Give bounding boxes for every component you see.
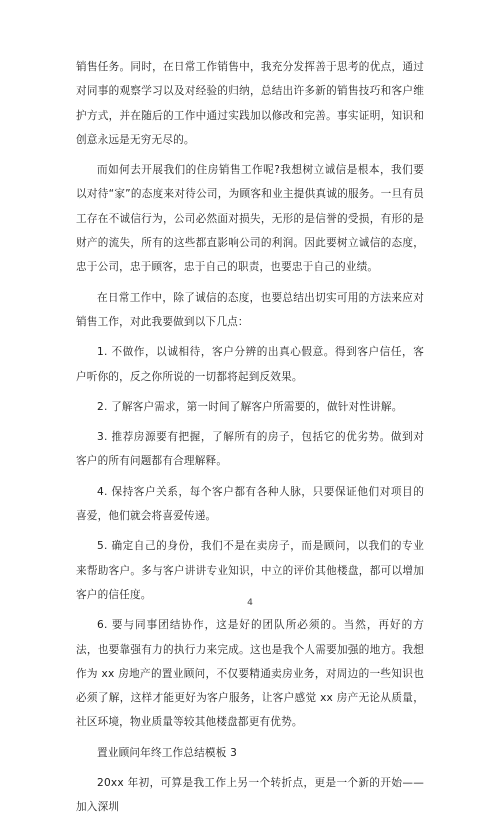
section-heading: 置业顾问年终工作总结模板 3: [97, 746, 238, 759]
paragraph-2: 而如何去开展我们的住房销售工作呢?我想树立诚信是根本，我们要以对待“家”的态度来对待公司，为顾客和业主提供真诚的服务。一旦有员工存在不诚信行为，公司必然面对损失，无形的是信誉的受损，有形的是财产的流失，所有的这些都直影响公司的利润。因此要树立诚信的态度，忠于公司，忠于顾客，忠于自己的职责，也要忠于自己的业绩。: [76, 164, 424, 274]
list-item-4: 4. 保持客户关系，每个客户都有各种人脉，只要保证他们对项目的喜爱，他们就会将喜爱传递。: [76, 485, 424, 523]
list-item-1: 1. 不做作，以诚相待，客户分辨的出真心假意。得到客户信任，客户听你的，反之你所说的一切都将起到反效果。: [76, 346, 424, 383]
list-item-5: 5. 确定自己的身份，我们不是在卖房子，而是顾问，以我们的专业来帮助客户。多与客户讲讲专业知识，中立的评价其他楼盘，都可以增加客户的信任度。: [76, 540, 424, 601]
paragraph-last: 20xx 年初，可算是我工作上另一个转折点，更是一个新的开始——加入深圳: [76, 777, 424, 814]
list-item-3: 3. 推荐房源要有把握，了解所有的房子，包括它的优劣势。做到对客户的所有问题都有合理解释。: [76, 431, 424, 468]
page-number: 4: [247, 598, 253, 608]
document-body: [76, 55, 424, 820]
paragraph-1: 销售任务。同时，在日常工作销售中，我充分发挥善于思考的优点，通过对同事的观察学习以及对经验的归纳，总结出许多新的销售技巧和客户维护方式，并在随后的工作中通过实践加以修改和完善。事实证明，知识和创意永远是无穷无尽的。: [76, 61, 424, 146]
paragraph-3: 在日常工作中，除了诚信的态度，也要总结出切实可用的方法来应对销售工作，对此我要做到以下几点：: [76, 291, 424, 328]
list-item-2: 2. 了解客户需求，第一时间了解客户所需要的，做针对性讲解。: [97, 400, 403, 413]
list-item-6: 6. 要与同事团结协作，这是好的团队所必须的。当然，再好的方法，也要靠强有力的执行力来完成。这也是我个人需要加强的地方。我想作为 xx 房地产的置业顾问，不仅要精通卖房业务，对周边的一些知识也必须了解，这样才能更好为客户服务，让客户感觉 xx 房产无论从质量，社区环境，物业质量等较其他楼盘都更有优势。: [76, 619, 424, 729]
